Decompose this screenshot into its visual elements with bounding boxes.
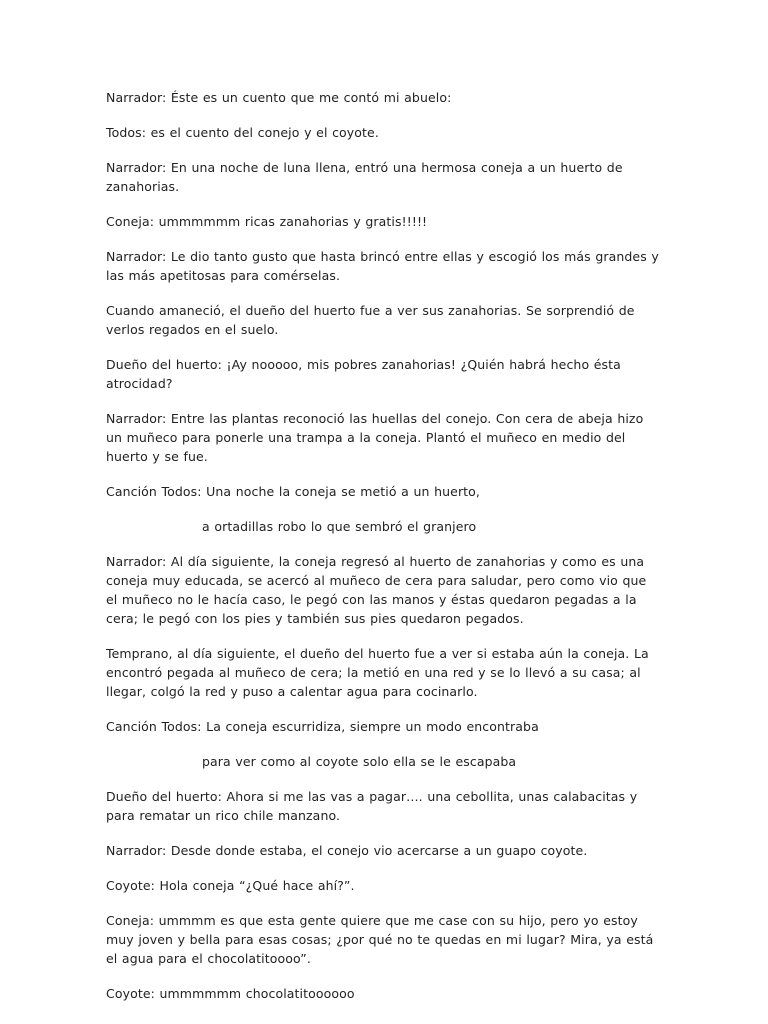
paragraph: Temprano, al día siguiente, el dueño del huerto fue a ver si estaba aún la coneja. La encontró pegada al muñeco de cera; la metió en una red y se lo llevó a su casa; al llegar, colgó la red y puso a calentar agua para cocinarlo.	[106, 646, 649, 699]
paragraph: Narrador: Éste es un cuento que me contó mi abuelo:	[106, 90, 452, 105]
song-line-indented: a ortadillas robo lo que sembró el granjero	[202, 519, 477, 534]
document-page	[106, 88, 662, 1019]
paragraph: Coyote: Hola coneja “¿Qué hace ahí?”.	[106, 878, 355, 893]
song-line-indented: para ver como al coyote solo ella se le escapaba	[202, 754, 517, 769]
song-line: Canción Todos: La coneja escurridiza, siempre un modo encontraba	[106, 719, 539, 734]
paragraph: Narrador: Entre las plantas reconoció las huellas del conejo. Con cera de abeja hizo un muñeco para ponerle una trampa a la coneja. Plantó el muñeco en medio del huerto y se fue.	[106, 411, 644, 464]
paragraph: Narrador: Desde donde estaba, el conejo vio acercarse a un guapo coyote.	[106, 843, 588, 858]
paragraph: Cuando amaneció, el dueño del huerto fue a ver sus zanahorias. Se sorprendió de verlos regados en el suelo.	[106, 303, 635, 337]
paragraph: Coneja: ummmmmm ricas zanahorias y gratis!!!!!	[106, 214, 428, 229]
paragraph: Coyote: ummmmmm chocolatitoooooo	[106, 986, 355, 1001]
paragraph: Todos: es el cuento del conejo y el coyote.	[106, 125, 379, 140]
paragraph: Narrador: En una noche de luna llena, entró una hermosa coneja a un huerto de zanahorias.	[106, 160, 623, 194]
paragraph: Dueño del huerto: Ahora si me las vas a pagar…. una cebollita, unas calabacitas y para rematar un rico chile manzano.	[106, 789, 638, 823]
paragraph: Narrador: Al día siguiente, la coneja regresó al huerto de zanahorias y como es una coneja muy educada, se acercó al muñeco de cera para saludar, pero como vio que el muñeco no le hacía caso, le pegó con las manos y éstas quedaron pegadas a la cera; le pegó con los pies y también sus pies quedaron pegados.	[106, 554, 647, 626]
paragraph: Dueño del huerto: ¡Ay nooooo, mis pobres zanahorias! ¿Quién habrá hecho ésta atrocidad?	[106, 357, 621, 391]
paragraph: Narrador: Le dio tanto gusto que hasta brincó entre ellas y escogió los más grandes y las más apetitosas para comérselas.	[106, 249, 659, 283]
paragraph: Coneja: ummmm es que esta gente quiere que me case con su hijo, pero yo estoy muy joven y bella para esas cosas; ¿por qué no te quedas en mi lugar? Mira, ya está el agua para el chocolatitoooo”.	[106, 913, 654, 966]
song-line: Canción Todos: Una noche la coneja se metió a un huerto,	[106, 484, 481, 499]
